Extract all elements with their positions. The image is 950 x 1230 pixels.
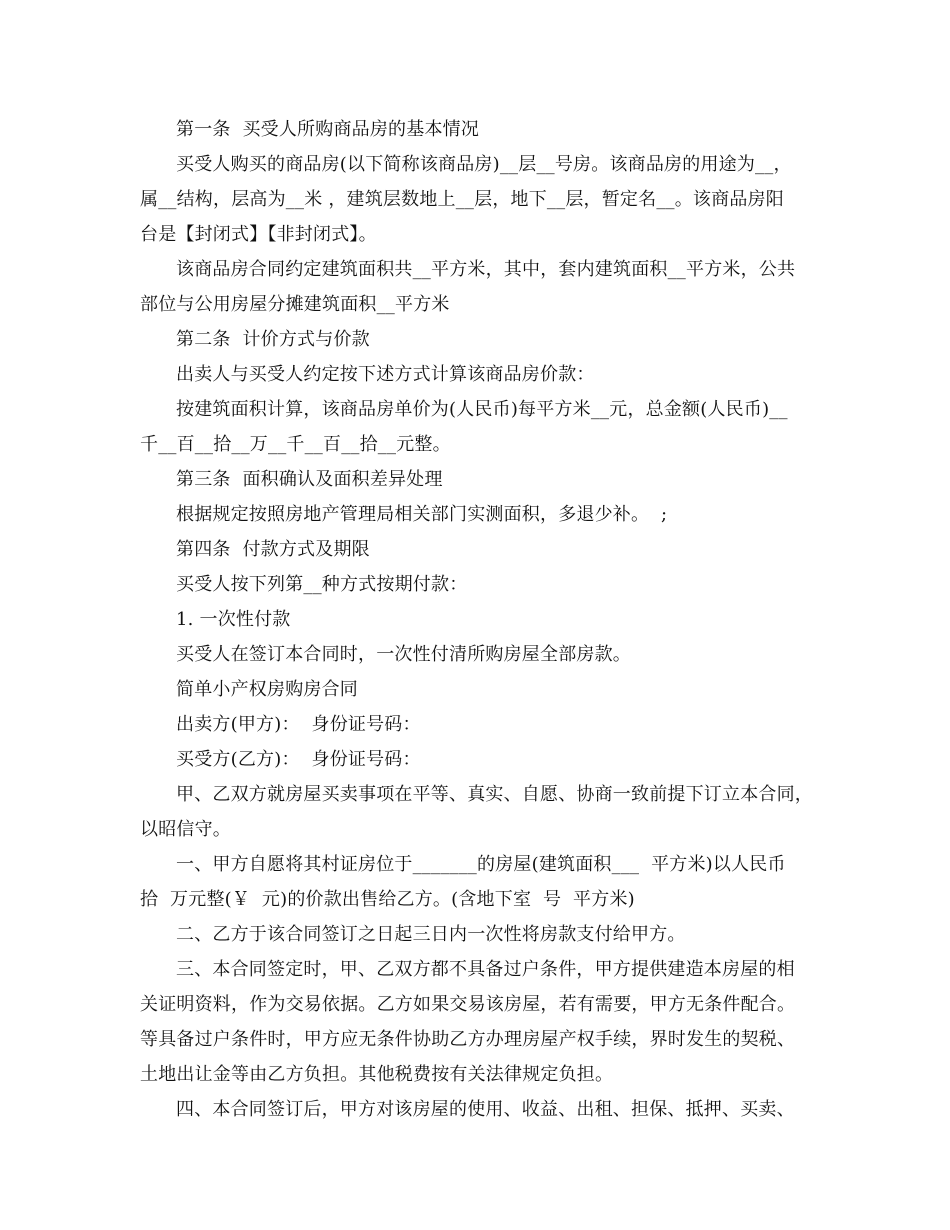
paragraph-line: 出卖人与买受人约定按下述方式计算该商品房价款： xyxy=(176,364,595,385)
seller-line: 出卖方(甲方)： 身份证号码： xyxy=(176,714,421,735)
paragraph-line: 属__结构，层高为__米 ，建筑层数地上__层，地下__层，暂定名__。该商品房阳 xyxy=(140,189,784,210)
paragraph-line: 部位与公用房屋分摊建筑面积__平方米 xyxy=(140,294,450,315)
paragraph-line: 甲、乙双方就房屋买卖事项在平等、真实、自愿、协商一致前提下订立本合同， xyxy=(176,784,813,805)
article-4-heading: 第四条 付款方式及期限 xyxy=(176,539,370,560)
clause-1-line: 拾 万元整(￥ 元)的价款出售给乙方。(含地下室 号 平方米) xyxy=(140,889,635,910)
clause-3-line: 关证明资料，作为交易依据。乙方如果交易该房屋，若有需要，甲方无条件配合。 xyxy=(140,994,796,1015)
paragraph-line: 该商品房合同约定建筑面积共__平方米，其中，套内建筑面积__平方米，公共 xyxy=(176,259,796,280)
paragraph-line: 买受人在签订本合同时，一次性付清所购房屋全部房款。 xyxy=(176,644,631,665)
clause-3-line: 等具备过户条件时，甲方应无条件协助乙方办理房屋产权手续，界时发生的契税、 xyxy=(140,1029,796,1050)
clause-4-line: 四、本合同签订后，甲方对该房屋的使用、收益、出租、担保、抵押、买卖、 xyxy=(176,1099,795,1120)
paragraph-line: 台是【封闭式】【非封闭式】。 xyxy=(140,224,377,245)
contract-title: 简单小产权房购房合同 xyxy=(176,679,358,700)
paragraph-line: 买受人按下列第__种方式按期付款： xyxy=(176,574,468,595)
buyer-line: 买受方(乙方)： 身份证号码： xyxy=(176,749,421,770)
paragraph-line: 根据规定按照房地产管理局相关部门实测面积，多退少补。 ; xyxy=(176,504,668,525)
paragraph-line: 买受人购买的商品房(以下简称该商品房)__层__号房。该商品房的用途为__， xyxy=(176,154,792,175)
clause-3-line: 土地出让金等由乙方负担。其他税费按有关法律规定负担。 xyxy=(140,1064,614,1085)
article-2-heading: 第二条 计价方式与价款 xyxy=(176,329,370,350)
clause-1-line: 一、甲方自愿将其村证房位于_______的房屋(建筑面积___ 平方米)以人民币 xyxy=(176,854,786,875)
article-3-heading: 第三条 面积确认及面积差异处理 xyxy=(176,469,443,490)
clause-3-line: 三、本合同签定时，甲、乙双方都不具备过户条件，甲方提供建造本房屋的相 xyxy=(176,959,795,980)
paragraph-line: 千__百__拾__万__千__百__拾__元整。 xyxy=(140,434,451,455)
clause-2-line: 二、乙方于该合同签订之日起三日内一次性将房款支付给甲方。 xyxy=(176,924,686,945)
paragraph-line: 按建筑面积计算，该商品房单价为(人民币)每平方米__元，总金额(人民币)__ xyxy=(176,399,788,420)
paragraph-line: 1. 一次性付款 xyxy=(176,609,291,630)
paragraph-line: 以昭信守。 xyxy=(140,819,231,840)
article-1-heading: 第一条 买受人所购商品房的基本情况 xyxy=(176,119,480,140)
